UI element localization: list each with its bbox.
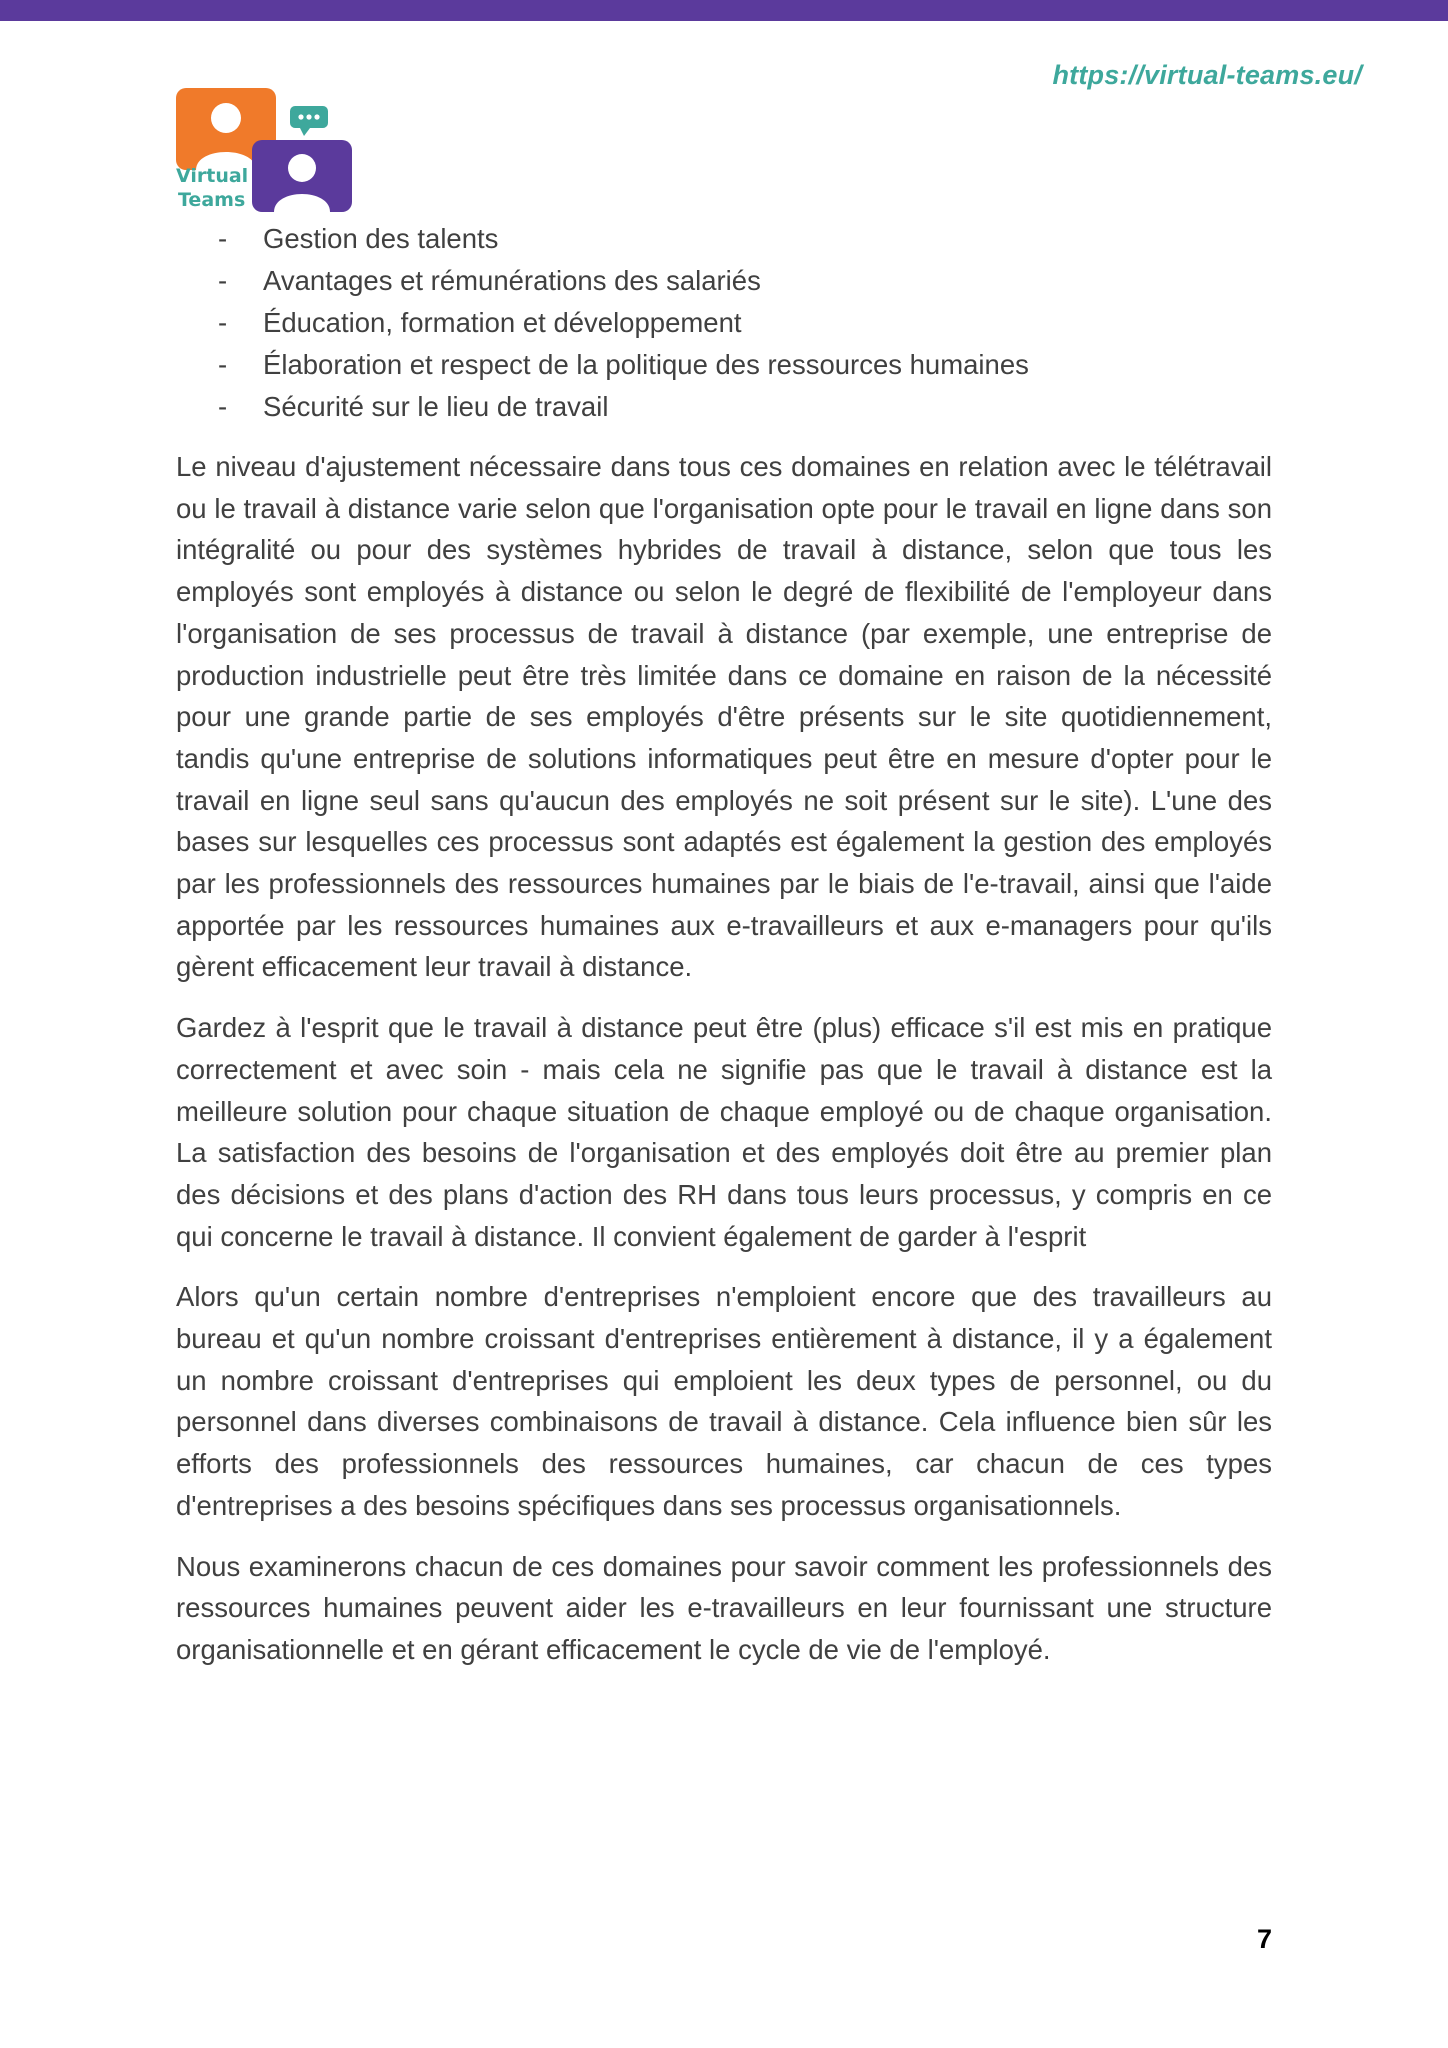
body-paragraph: Le niveau d'ajustement nécessaire dans tous ces domaines en relation avec le télétravail ou le travail à distance varie selon que l'organisation opte pour le travail en ligne dans son intégralité ou pour des systèmes hybrides de travail à distance, selon que tous les employés sont employés à distance ou selon le degré de flexibilité de l'employeur dans l'organisation de ses processus de travail à distance (par exemple, une entreprise de production industrielle peut être très limitée dans ce domaine en raison de la nécessité pour une grande partie de ses employés d'être présents sur le site quotidiennement, tandis qu'une entreprise de solutions informatiques peut être en mesure d'opter pour le travail en ligne seul sans qu'aucun des employés ne soit présent sur le site). L'une des bases sur lesquelles ces processus sont adaptés est également la gestion des employés par les professionnels des ressources humaines par le biais de l'e-travail, ainsi que l'aide apportée par les ressources humaines aux e-travailleurs et aux e-managers pour qu'ils gèrent efficacement leur travail à distance. (176, 451, 1272, 983)
bullet-marker: - (218, 223, 228, 254)
body-paragraph: Alors qu'un certain nombre d'entreprises n'emploient encore que des travailleurs au bureau et qu'un nombre croissant d'entreprises entièrement à distance, il y a également un nombre croissant d'entreprises qui emploient les deux types de personnel, ou du personnel dans diverses combinaisons de travail à distance. Cela influence bien sûr les efforts des professionnels des ressources humaines, car chacun de ces types d'entreprises a des besoins spécifiques dans ses processus organisationnels. (176, 1281, 1272, 1521)
list-item (176, 218, 1272, 260)
bullet-marker: - (218, 307, 228, 338)
bullet-marker: - (218, 265, 228, 296)
list-item (176, 260, 1272, 302)
person-purple-icon (252, 140, 352, 212)
logo-text-line1: Virtual (176, 165, 249, 187)
body-paragraph: Nous examinerons chacun de ces domaines pour savoir comment les professionnels des ressources humaines peuvent aider les e-travailleurs en leur fournissant une structure organisationnelle et en gérant efficacement le cycle de vie de l'employé. (176, 1550, 1272, 1665)
bullet-marker: - (218, 349, 228, 380)
page-content (176, 218, 1272, 1671)
body-paragraph: Gardez à l'esprit que le travail à distance peut être (plus) efficace s'il est mis en pratique correctement et avec soin - mais cela ne signifie pas que le travail à distance est la meilleure solution pour chaque situation de chaque employé ou de chaque organisation. La satisfaction des besoins de l'organisation et des employés doit être au premier plan des décisions et des plans d'action des RH dans tous leurs processus, y compris en ce qui concerne le travail à distance. Il convient également de garder à l'esprit (176, 1012, 1272, 1252)
list-item (176, 302, 1272, 344)
speech-bubble-icon (290, 106, 328, 136)
list-item-text: Gestion des talents (263, 223, 499, 254)
top-accent-bar (0, 0, 1448, 21)
logo-text-line2: Teams (178, 189, 246, 211)
list-item (176, 344, 1272, 386)
header-url[interactable]: https://virtual-teams.eu/ (1052, 60, 1362, 90)
list-item-text: Avantages et rémunérations des salariés (263, 265, 761, 296)
list-item-text: Élaboration et respect de la politique des ressources humaines (263, 349, 1029, 380)
bullet-marker: - (218, 391, 228, 422)
list-item-text: Sécurité sur le lieu de travail (263, 391, 609, 422)
virtual-teams-logo (176, 88, 360, 216)
bullet-list (176, 218, 1272, 428)
list-item (176, 386, 1272, 428)
list-item-text: Éducation, formation et développement (263, 307, 742, 338)
page-number: 7 (1256, 1924, 1272, 1954)
